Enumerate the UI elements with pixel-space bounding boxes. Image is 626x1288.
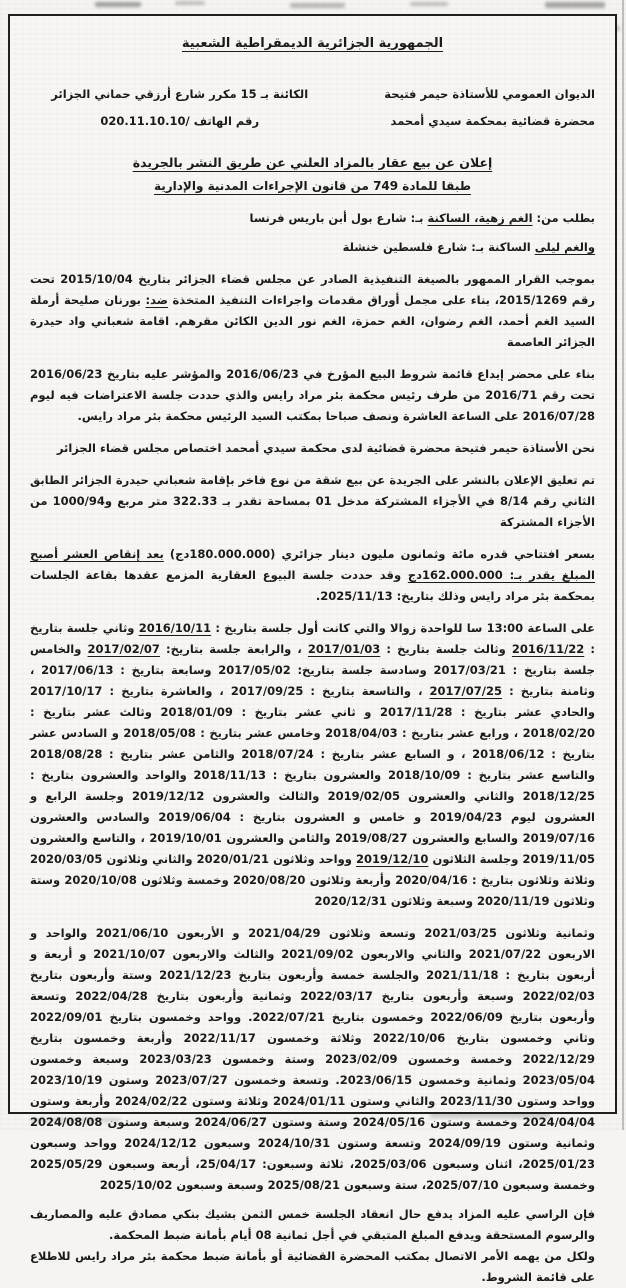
bailiff-office-block	[358, 81, 595, 135]
office-address-block	[30, 81, 329, 135]
office-name: الديوان العمومي للأستاذة حيمر فتيحة	[384, 87, 595, 101]
office-role: محضرة قضائية بمحكمة سيدي أمحمد	[390, 114, 595, 128]
judgment-paragraph: بموجب القرار الممهور بالصيغة التنفيذية الصادر عن مجلس قضاء الجزائر بتاريخ 2015/10/04 تحت رقم 2015/1269، بناء على مجمل أوراق مقدمات واجراءات التنفيذ المتخذة ضد: بورنان صليحة أرملة السيد الغم أحمد، الغم رضوان، الغم حمزة، الغم نور الدين الكائن مقرهم. اقامة شعباني واد حيدرة الجزائر العاصمة	[30, 272, 595, 349]
republic-title: الجمهورية الجزائرية الديمقراطية الشعبية	[181, 36, 444, 51]
payment-terms-paragraph: فإن الراسي عليه المزاد يدفع حال انعقاد الجلسة خمس الثمن بشيك بنكي مصادق عليه والمصاريف والرسوم المستحقة ويدفع المبلغ المتبقي في أجل ثمانية 08 أيام بأمانة ضبط المحكمة.	[30, 1207, 595, 1242]
legal-basis-line: طبقا للمادة 749 من قانون الإجراءات المدنية والإدارية	[153, 179, 472, 193]
sessions-list-part2: وثمانية وثلاثون 2021/03/25 وتسعة وثلاثون 2021/04/29 و الأربعون 2021/06/10 والواحد و الاربعون 2021/07/22 والثاني والاربعون 2021/09/02 والثالث والاربعون 2021/10/07 و أربعة و أربعون بتاريخ : 2021/11/18 والجلسة خمسة وأربعون بتاريخ 2021/12/23 وستة وأربعون بتاريخ 2022/02/03 وسبعة وأربعون بتاريخ 2022/03/17 وثمانية وأربعون بتاريخ 2022/04/28 وتسعة وأربعون بتاريخ 2022/06/09 وخمسون بتاريخ 2022/07/21. وواحد وخمسون بتاريخ 2022/09/01 وثاني وخمسون بتاريخ 2022/10/06 وثلاثة وخمسون 2022/11/17 وأربعة وخمسون بتاريخ 2022/12/29 وخمسة وخمسون 2023/02/09 وستة وخمسون 2023/03/23 وسبعة وخمسون 2023/05/04 وثمانية وخمسون 2023/06/15. وتسعة وخمسون 2023/07/27 وستون 2023/10/19 وواحد وستون 2023/11/30 والثاني وستون 2024/01/11 وثلاثة وستون 2024/02/22 وأربعة وستون 2024/04/04 وخمسة وستون 2024/05/16 وستة وستون 2024/06/27 وسبعة وستون 2024/08/08 وثمانية وستون 2024/09/19 وتسعة وستون 2024/10/31 وسبعون 2024/12/12 وواحد وسبعون 2025/01/23، اثنان وسبعون 2025/03/06، ثلاثة وسبعون: 25/04/17، أربعة وسبعون 2025/05/29 وخمسة وسبعون 2025/07/10، ستة وسبعون 2025/08/21 وسبعة وسبعون 2025/10/02	[30, 926, 596, 1192]
contact-info-paragraph: ولكل من يهمه الأمر الاتصال بمكتب المحضرة القضائية أو بأمانة ضبط محكمة بئر مراد رايس للاطلاع على قائمة الشروط.	[30, 1249, 595, 1284]
scan-artifact	[175, 1, 205, 5]
scan-edge-line	[622, 0, 624, 1130]
announcement-title: إعلان عن بيع عقار بالمزاد العلني عن طريق النشر بالجريدة	[132, 155, 493, 170]
office-phone: رقم الهاتف /020.11.10.10	[100, 114, 260, 128]
bailiff-declaration-line: نحن الأستاذة حيمر فتيحة محضرة قضائية لدى محكمة سيدي أمحمد اختصاص مجلس قضاء الجزائر	[56, 441, 595, 455]
property-description-paragraph: تم تعليق الإعلان بالنشر على الجريدة عن بيع شقة من نوع فاخر بإقامة شعباني حيدرة الجزائر الطابق الثاني رقم 8/14 في الأجزاء المشتركة مدخل 01 بمساحة تقدر بـ 322.33 متر مربع و1000/94 من الأجزاء المشتركة	[30, 473, 596, 529]
deposit-paragraph: بناء على محضر إيداع قائمة شروط البيع المؤرخ في 2016/06/23 والمؤشر عليه بتاريخ 2016/06/23 تحت رقم 2016/71 من طرف رئيس محكمة بئر مراد رايس والذي حددت جلسة الاعتراضات فيه ليوم 2016/07/28 على الساعة العاشرة ونصف صباحا بمكتب السيد الرئيس محكمة بئر مراد رايس.	[30, 367, 595, 423]
second-party-line: والغم ليلى الساكنة بـ: شارع فلسطين خنشلة	[342, 240, 595, 254]
price-paragraph: بسعر افتتاحي قدره مائة وثمانون مليون دينار جزائري (180.000.000دج) بعد إنقاص العشر أصبح المبلغ يقدر بـ: 162.000.000دج وقد حددت جلسة البيوع العقارية المزمع عقدها بقاعة الجلسات بمحكمة بئر مراد رايس وذلك بتاريخ: 2025/11/13.	[30, 547, 595, 603]
requesting-party-line: بطلب من: الغم زهية، الساكنة بـ: شارع بول أبن باريس فرنسا	[249, 211, 595, 225]
scan-artifact	[290, 3, 345, 8]
scan-artifact	[95, 2, 141, 7]
office-address: الكائنة بـ 15 مكرر شارع أرزقي حماني الجزائر	[51, 87, 309, 101]
scan-artifact	[545, 2, 605, 8]
auction-announcement-document	[30, 36, 595, 1288]
letterhead	[30, 81, 595, 135]
scan-artifact	[410, 2, 448, 6]
sessions-list-part1: على الساعة 13:00 سا للواحدة زوالا والتي كانت أول جلسة بتاريخ : 2016/10/11 وثاني جلسة بتاريخ : 2016/11/22 وثالث جلسة بتاريخ : 2017/01/03 ، والرابعة جلسة بتاريخ: 2017/02/07 والخامس جلسة بتاريخ : 2017/03/21 وسادسة جلسة بتاريخ: 2017/05/02 وسابعة بتاريخ : 2017/06/13 ، وثامنة بتاريخ : 2017/07/25 ، والتاسعة بتاريخ : 2017/09/25 ، والعاشرة بتاريخ : 2017/10/17 والحادي عشر بتاريخ : 2017/11/28 و ثاني عشر بتاريخ : 2018/01/09 وثالث عشر بتاريخ : 2018/02/20 ، ورابع عشر بتاريخ : 2018/04/03 وخامس عشر بتاريخ : 2018/05/08 و السادس عشر بتاريخ : 2018/06/12 ، و السابع عشر بتاريخ : 2018/07/24 والثامن عشر بتاريخ : 2018/08/28 والتاسع عشر بتاريخ : 2018/10/09 والعشرون بتاريخ : 2018/11/13 والواحد والعشرون بتاريخ : 2018/12/25 والثاني والعشرون 2019/02/05 والثالث والعشرون 2019/12/12 وجلسة الرابع و العشرون ليوم 2019/04/23 و خامس و العشرون بتاريخ : 2019/06/04 والسادس والعشرون 2019/07/16 والسابع والعشرون 2019/08/27 والثامن والعشرون 2019/10/01 ، والتاسع والعشرون 2019/11/05 وجلسة الثلاثون 2019/12/10 وواحد وثلاثون 2020/01/21 والثاني وثلاثون 2020/03/05 وثلاثة وثلاثون بتاريخ : 2020/04/16 وأربعة وثلاثون 2020/08/20 وخمسة وثلاثون 2020/10/08 وستة وثلاثون 2020/11/19 وسبعة وثلاثون 2020/12/31	[30, 621, 596, 908]
document-border	[8, 14, 617, 1284]
